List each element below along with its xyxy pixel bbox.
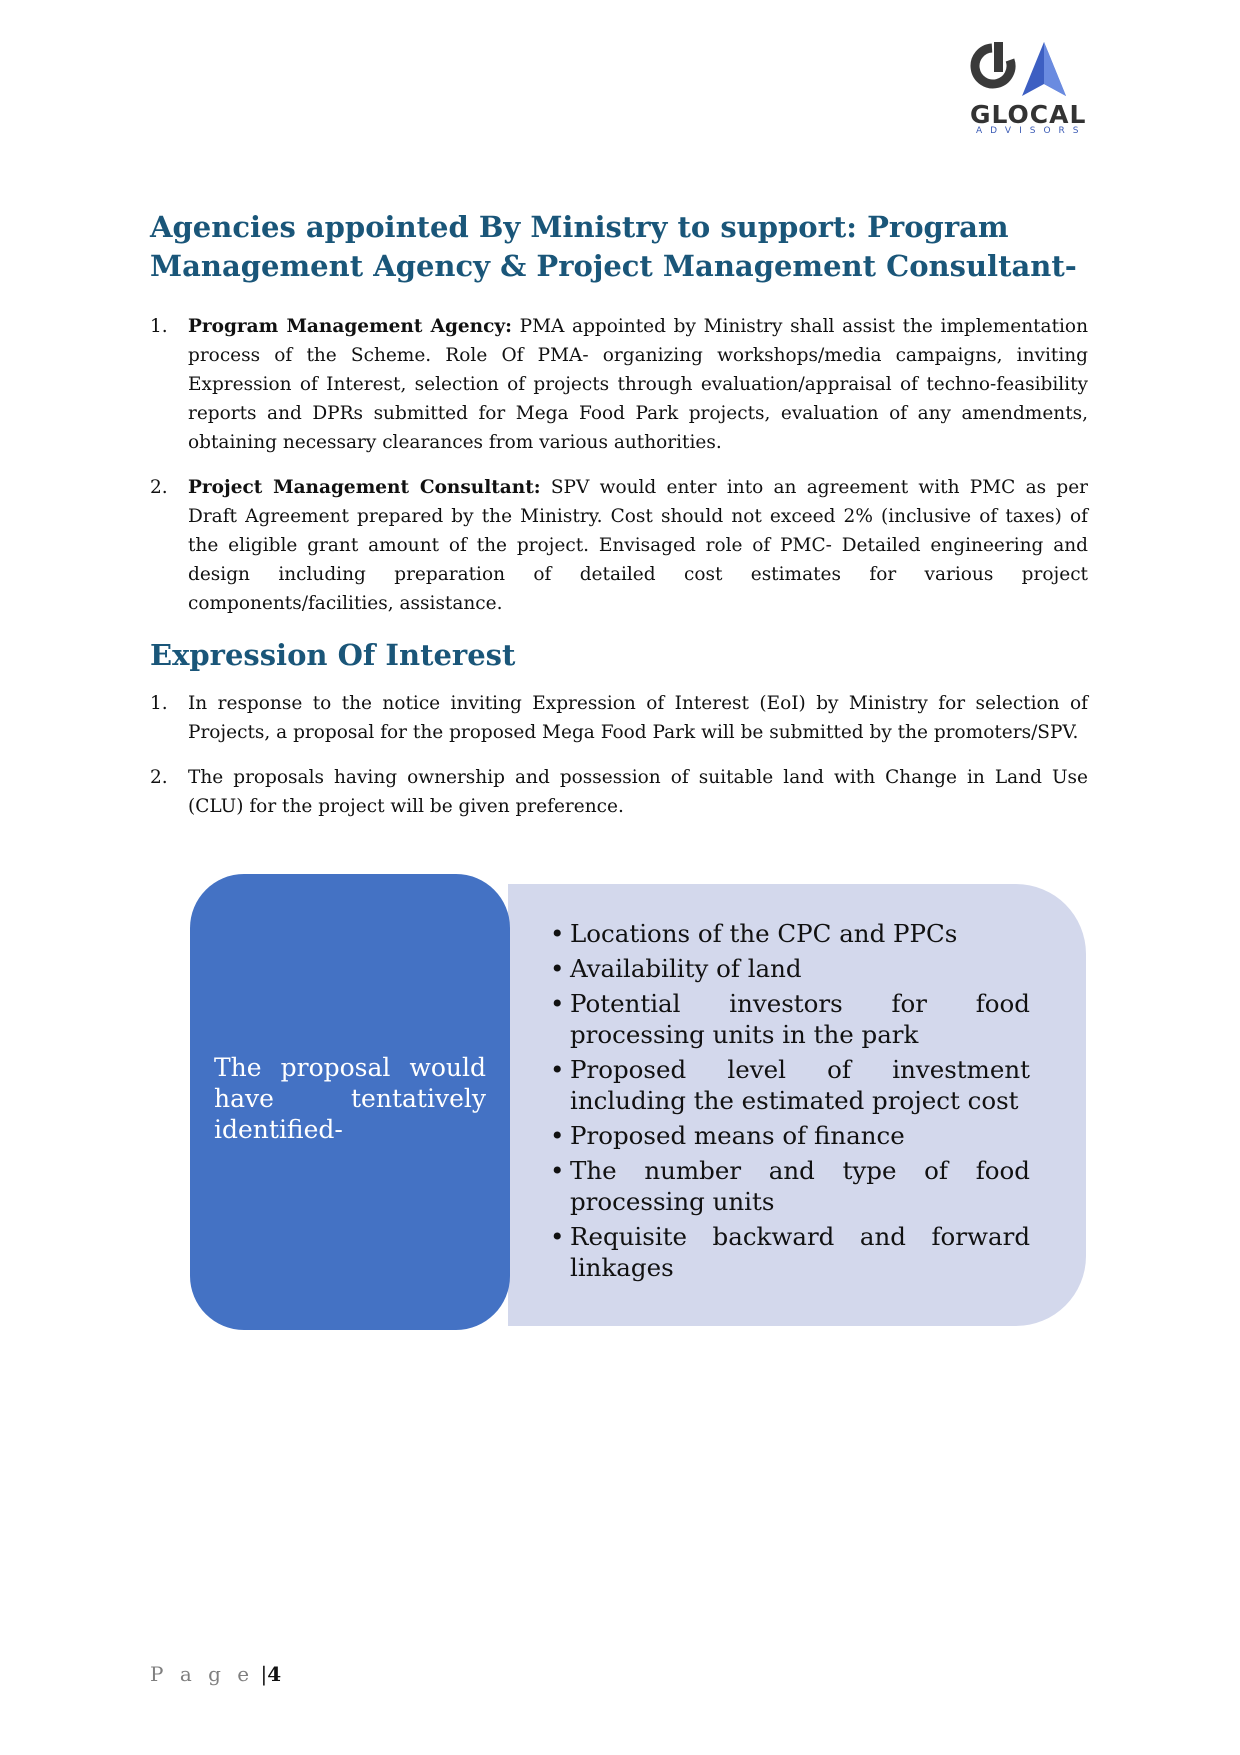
company-logo: [970, 40, 1088, 136]
list-item: [150, 689, 1088, 747]
agencies-list: [150, 312, 1088, 618]
list-number: 1.: [150, 316, 168, 337]
term-label: Project Management Consultant:: [188, 477, 541, 498]
item-text: SPV would enter into an agreement with PMC as per Draft Agreement prepared by the Ministry. Cost should not exceed 2% (inclusive of taxes) of the eligible grant amount of the project. Envisaged role of PMC- Detailed engineering and design including preparation of detailed cost estimates for various project components/facilities, assistance.: [188, 477, 1088, 614]
document-body: [150, 208, 1088, 837]
logo-tagline: ADVISORS: [976, 126, 1087, 136]
logo-wordmark: GLOCAL: [970, 100, 1087, 129]
item-text: PMA appointed by Ministry shall assist the implementation process of the Scheme. Role Of PMA- organizing workshops/media campaigns, inviting Expression of Interest, selection of projects through evaluation/appraisal of techno-feasibility reports and DPRs submitted for Mega Food Park projects, evaluation of any amendments, obtaining necessary clearances from various authorities.: [188, 316, 1088, 453]
list-item: • The number and type of food processing units: [550, 1155, 1030, 1217]
page-footer: [150, 1662, 281, 1686]
page-label: P a g e: [150, 1662, 255, 1686]
identified-items-list: [550, 918, 1030, 1287]
list-item: • Availability of land: [550, 953, 1030, 984]
label-panel: [190, 874, 510, 1330]
label-text: The proposal would have tentatively identified-: [214, 1053, 486, 1144]
term-label: Program Management Agency:: [188, 316, 512, 337]
eoi-list: [150, 689, 1088, 821]
section-heading-eoi: Expression Of Interest: [150, 638, 516, 672]
section-heading-agencies: Agencies appointed By Ministry to support: Program Management Agency & Project Management Consultant-: [150, 210, 1077, 283]
page-separator: |: [260, 1662, 268, 1686]
list-item: [150, 473, 1088, 618]
proposal-diagram: [190, 874, 1086, 1330]
list-item: • Proposed means of finance: [550, 1120, 1030, 1151]
list-number: 2.: [150, 767, 168, 788]
list-item: • Potential investors for food processing units in the park: [550, 988, 1030, 1050]
list-item: • Requisite backward and forward linkages: [550, 1221, 1030, 1283]
item-text: In response to the notice inviting Expression of Interest (EoI) by Ministry for selection of Projects, a proposal for the proposed Mega Food Park will be submitted by the promoters/SPV.: [188, 693, 1088, 743]
list-item: • Proposed level of investment including the estimated project cost: [550, 1054, 1030, 1116]
item-text: The proposals having ownership and possession of suitable land with Change in Land Use (CLU) for the project will be given preference.: [188, 767, 1088, 817]
list-number: 1.: [150, 693, 168, 714]
list-number: 2.: [150, 477, 168, 498]
list-item: [150, 763, 1088, 821]
logo-mark-icon: [970, 40, 1088, 100]
page-number: 4: [267, 1662, 282, 1686]
list-item: • Locations of the CPC and PPCs: [550, 918, 1030, 949]
list-item: [150, 312, 1088, 457]
